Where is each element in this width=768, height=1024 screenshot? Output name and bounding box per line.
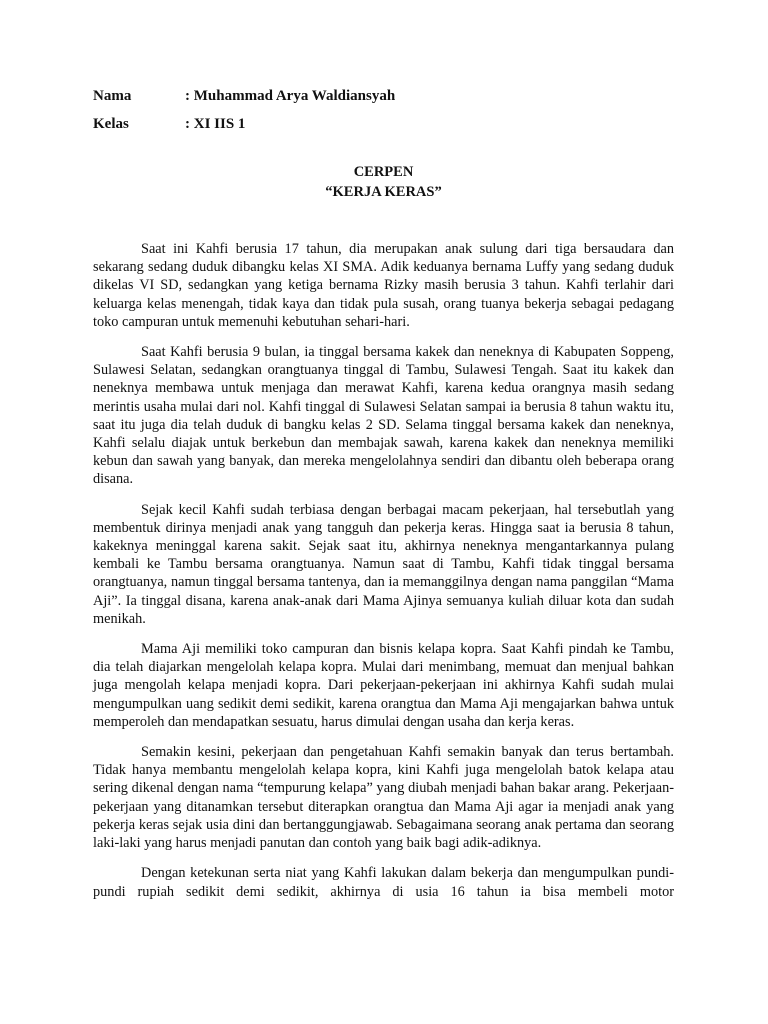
paragraph-6: Dengan ketekunan serta niat yang Kahfi lakukan dalam bekerja dan mengumpulkan pundi-pundi rupiah sedikit demi sedikit, akhirnya di usia 16 tahun ia bisa membeli motor — [93, 865, 674, 900]
class-row — [93, 114, 674, 134]
paragraph-3: Sejak kecil Kahfi sudah terbiasa dengan berbagai macam pekerjaan, hal tersebutlah yang membentuk dirinya menjadi anak yang tangguh dan pekerja keras. Hingga saat ia berusia 8 tahun, kakeknya meninggal karena sakit. Sejak saat itu, akhirnya neneknya mengantarkannya pulang kembali ke Tambu bersama orangtuanya. Namun saat di Tambu, Kahfi tidak tinggal bersama orangtuanya, namun tinggal bersama tantenya, dan ia memanggilnya dengan nama panggilan “Mama Aji”. Ia tinggal disana, karena anak-anak dari Mama Ajinya semuanya kuliah diluar kota dan sudah menikah. — [93, 501, 674, 627]
paragraph-2: Saat Kahfi berusia 9 bulan, ia tinggal bersama kakek dan neneknya di Kabupaten Soppeng, Sulawesi Selatan, sedangkan orangtuanya tinggal di Tambu, Sulawesi Tengah. Saat itu kakek dan neneknya membawa untuk menjaga dan merawat Kahfi, karena kedua orangnya masih sedang merintis usaha mulai dari nol. Kahfi tinggal di Sulawesi Selatan sampai ia berusia 8 tahun waktu itu, saat itu juga dia telah duduk di bangku kelas 2 SD. Selama tinggal bersama kakek dan neneknya, Kahfi selalu diajak untuk berkebun dan membajak sawah, karena kakek dan neneknya memiliki kebun dan sawah yang banyak, dan mereka mengelolahnya sendiri dan dibantu oleh beberapa orang disana. — [93, 344, 674, 488]
name-value: : Muhammad Arya Waldiansyah — [185, 88, 396, 104]
paragraph-4: Mama Aji memiliki toko campuran dan bisnis kelapa kopra. Saat Kahfi pindah ke Tambu, dia telah diajarkan mengelolah kelapa kopra. Mulai dari menimbang, memuat dan menjual bahkan juga mengolah kelapa menjadi kopra. Dari pekerjaan-pekerjaan ini akhirnya Kahfi sudah mulai mengumpulkan uang sedikit demi sedikit, karena orangtua dan Mama Aji mengajarkan bahwa untuk memperoleh dan mendapatkan sesuatu, harus dimulai dengan usaha dan kerja keras. — [93, 641, 674, 730]
story-body — [93, 240, 674, 901]
story-type-heading: CERPEN — [353, 164, 414, 180]
paragraph-5: Semakin kesini, pekerjaan dan pengetahuan Kahfi semakin banyak dan terus bertambah. Tidak hanya membantu mengelolah kelapa kopra, kini Kahfi juga mengelolah batok kelapa atau sering dikenal dengan nama “tempurung kelapa” yang diubah menjadi bahan bakar arang. Pekerjaan-pekerjaan yang ditanamkan tersebut diterapkan orangtua dan Mama Aji agar ia menjadi anak yang pekerja keras sejak usia dini dan bertanggungjawab. Sebagaimana seorang anak pertama dan seorang laki-laki yang harus menjadi panutan dan contoh yang baik bagi adik-adiknya. — [93, 744, 674, 852]
paragraph-1: Saat ini Kahfi berusia 17 tahun, dia merupakan anak sulung dari tiga bersaudara dan sekarang sedang duduk dibangku kelas XI SMA. Adik keduanya bernama Luffy yang sedang duduk dikelas VI SD, sedangkan yang ketiga bernama Rizky masih berusia 3 tahun. Kahfi terlahir dari keluarga kelas menengah, tidak kaya dan tidak pula susah, orang tuanya bekerja sebagai pedagang toko campuran untuk memenuhi kebutuhan sehari-hari. — [93, 241, 674, 330]
story-title: “KERJA KERAS” — [325, 184, 442, 200]
name-row — [93, 86, 674, 106]
document-page — [93, 86, 674, 901]
class-label: Kelas — [93, 116, 129, 132]
class-value: : XI IIS 1 — [185, 116, 246, 132]
name-label: Nama — [93, 88, 132, 104]
